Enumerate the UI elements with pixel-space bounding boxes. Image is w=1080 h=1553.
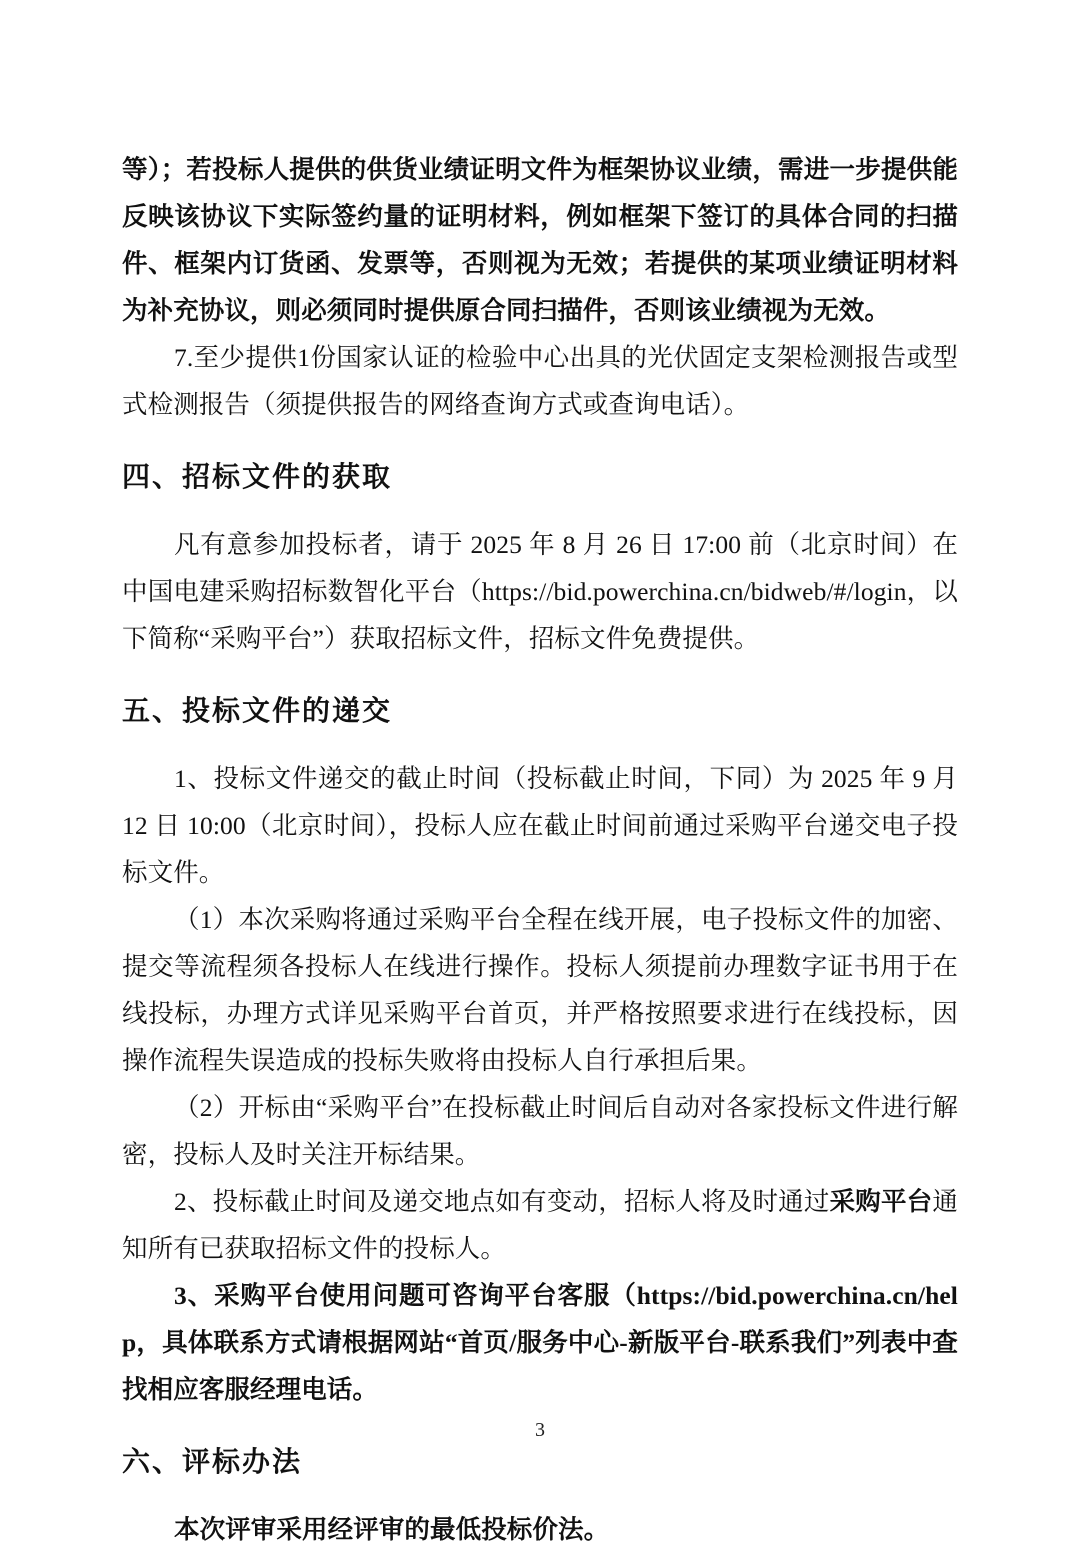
paragraph-section-5-item-1-deadline: 1、投标文件递交的截止时间（投标截止时间，下同）为 2025 年 9 月 12 日 10:00（北京时间），投标人应在截止时间前通过采购平台递交电子投标文件。 — [122, 764, 958, 887]
section-5-item-2-text-after-bold: 通知所有已获取招标文件的投标人。 — [122, 1187, 958, 1263]
paragraph-section-5-item-1-sub-1-online-process: （1）本次采购将通过采购平台全程在线开展，电子投标文件的加密、提交等流程须各投标人在线进行操作。投标人须提前办理数字证书用于在线投标，办理方式详见采购平台首页，并严格按照要求进行在线投标，因操作流程失误造成的投标失败将由投标人自行承担后果。 — [122, 905, 958, 1075]
paragraph-item-7-test-report: 7.至少提供1份国家认证的检验中心出具的光伏固定支架检测报告或型式检测报告（须提供报告的网络查询方式或查询电话）。 — [122, 343, 958, 419]
document-body — [122, 146, 958, 1553]
page-number: 3 — [535, 1419, 545, 1441]
paragraph-section-5-item-3-support-contact: 3、采购平台使用问题可咨询平台客服（https://bid.powerchina.cn/help，具体联系方式请根据网站“首页/服务中心-新版平台-联系我们”列表中查找相应客服经理电话。 — [122, 1281, 958, 1404]
heading-section-6-evaluation-method: 六、评标办法 — [122, 1447, 303, 1478]
section-5-item-2-platform-emphasis: 采购平台 — [829, 1187, 933, 1216]
section-5-heading-block — [122, 662, 958, 755]
paragraph-section-5-item-1-sub-2-bid-opening: （2）开标由“采购平台”在投标截止时间后自动对各家投标文件进行解密，投标人及时关注开标结果。 — [122, 1093, 958, 1169]
section-4-heading-block — [122, 428, 958, 521]
section-5-item-2-text-before-bold: 2、投标截止时间及递交地点如有变动，招标人将及时通过 — [174, 1187, 830, 1216]
paragraph-section-6-evaluation-method-detail: 本次评审采用经评审的最低投标价法。 — [174, 1515, 610, 1544]
heading-section-5-bid-submission: 五、投标文件的递交 — [122, 696, 393, 727]
paragraph-section-4-acquisition-details: 凡有意参加投标者，请于 2025 年 8 月 26 日 17:00 前（北京时间）在中国电建采购招标数智化平台（https://bid.powerchina.cn/bidweb/#/login，以下简称“采购平台”）获取招标文件，招标文件免费提供。 — [122, 530, 958, 653]
heading-section-4-document-acquisition: 四、招标文件的获取 — [122, 462, 393, 493]
paragraph-section-5-item-2-changes — [122, 1178, 958, 1272]
paragraph-continuation-performance-evidence: 等）；若投标人提供的供货业绩证明文件为框架协议业绩，需进一步提供能反映该协议下实际签约量的证明材料，例如框架下签订的具体合同的扫描件、框架内订货函、发票等，否则视为无效；若提供的某项业绩证明材料为补充协议，则必须同时提供原合同扫描件，否则该业绩视为无效。 — [122, 155, 958, 325]
